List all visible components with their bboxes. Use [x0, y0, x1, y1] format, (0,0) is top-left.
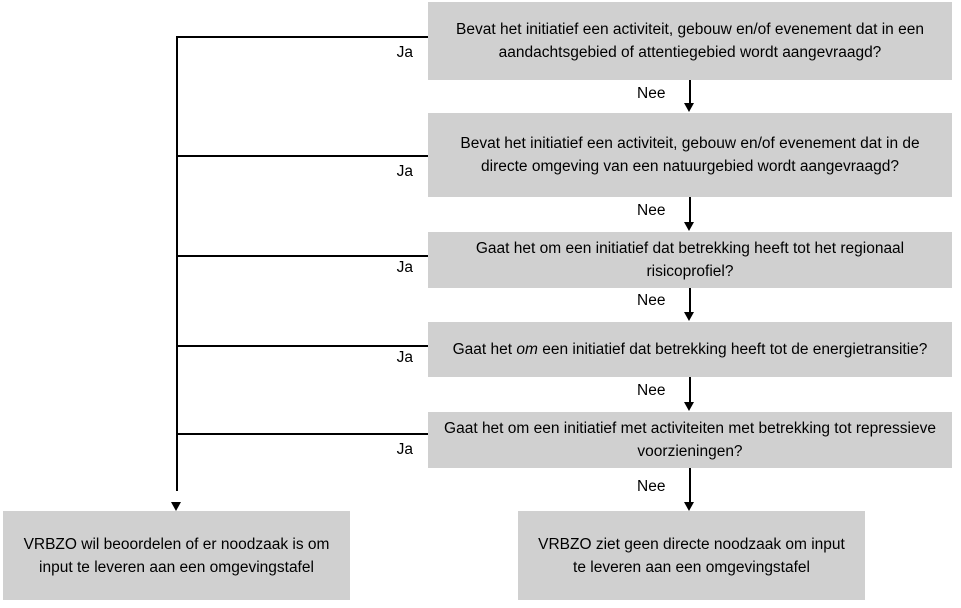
edge-label-nee-2: Nee	[637, 202, 666, 219]
nee-connector-line-4	[689, 377, 691, 403]
edge-label-ja-1: Ja	[396, 44, 413, 61]
edge-label-nee-1: Nee	[637, 85, 666, 102]
outcome-box-geen-noodzaak	[518, 511, 865, 600]
nee-connector-line-1	[689, 80, 691, 104]
nee-connector-line-2	[689, 197, 691, 222]
edge-label-ja-3: Ja	[396, 259, 413, 276]
yes-spine-arrowhead	[171, 502, 181, 511]
nee-arrowhead-4	[684, 402, 694, 411]
nee-connector-line-3	[689, 288, 691, 313]
decision-box-natuurgebied-text: Bevat het initiatief een activiteit, gebouw en/of evenement dat in de directe omgeving van een natuurgebied wordt aangevraagd?	[460, 135, 920, 175]
edge-label-ja-5: Ja	[396, 441, 413, 458]
energietransitie-text-part2: een initiatief dat betrekking heeft tot de energietransitie?	[537, 341, 928, 358]
nee-arrowhead-1	[684, 103, 694, 112]
edge-label-ja-4: Ja	[396, 349, 413, 366]
edge-label-ja-2: Ja	[396, 163, 413, 180]
decision-box-energietransitie	[428, 322, 952, 377]
outcome-box-wil-beoordelen	[3, 511, 350, 600]
decision-box-repressieve-voorzieningen-text: Gaat het om een initiatief met activiteiten met betrekking tot repressieve voorzieningen?	[444, 420, 936, 460]
decision-box-aandachtsgebied-text: Bevat het initiatief een activiteit, gebouw en/of evenement dat in een aandachtsgebied of attentiegebied wordt aangevraagd?	[456, 21, 924, 61]
yes-spine-vertical-line	[176, 36, 178, 491]
outcome-box-wil-beoordelen-text: VRBZO wil beoordelen of er noodzaak is om input te leveren aan een omgevingstafel	[23, 535, 330, 576]
decision-box-risicoprofiel	[428, 232, 952, 288]
decision-box-natuurgebied	[428, 113, 952, 197]
edge-label-nee-5: Nee	[637, 478, 666, 495]
decision-box-aandachtsgebied	[428, 2, 952, 80]
outcome-box-geen-noodzaak-text: VRBZO ziet geen directe noodzaak om input te leveren aan een omgevingstafel	[538, 535, 845, 576]
yes-branch-line-2	[176, 155, 428, 157]
nee-arrowhead-3	[684, 312, 694, 321]
energietransitie-text-italic: om	[516, 341, 538, 358]
nee-arrowhead-5	[684, 502, 694, 511]
edge-label-nee-3: Nee	[637, 292, 666, 309]
nee-arrowhead-2	[684, 222, 694, 231]
decision-box-repressieve-voorzieningen	[428, 412, 952, 468]
decision-box-risicoprofiel-text: Gaat het om een initiatief dat betrekking heeft tot het regionaal risicoprofiel?	[475, 240, 905, 280]
yes-branch-line-5	[176, 433, 428, 435]
yes-branch-line-1	[176, 36, 428, 38]
yes-branch-line-3	[176, 255, 428, 257]
decision-box-energietransitie-text	[442, 338, 938, 361]
edge-label-nee-4: Nee	[637, 382, 666, 399]
energietransitie-text-part1: Gaat het	[452, 341, 517, 358]
yes-branch-line-4	[176, 345, 428, 347]
nee-connector-line-5	[689, 468, 691, 503]
